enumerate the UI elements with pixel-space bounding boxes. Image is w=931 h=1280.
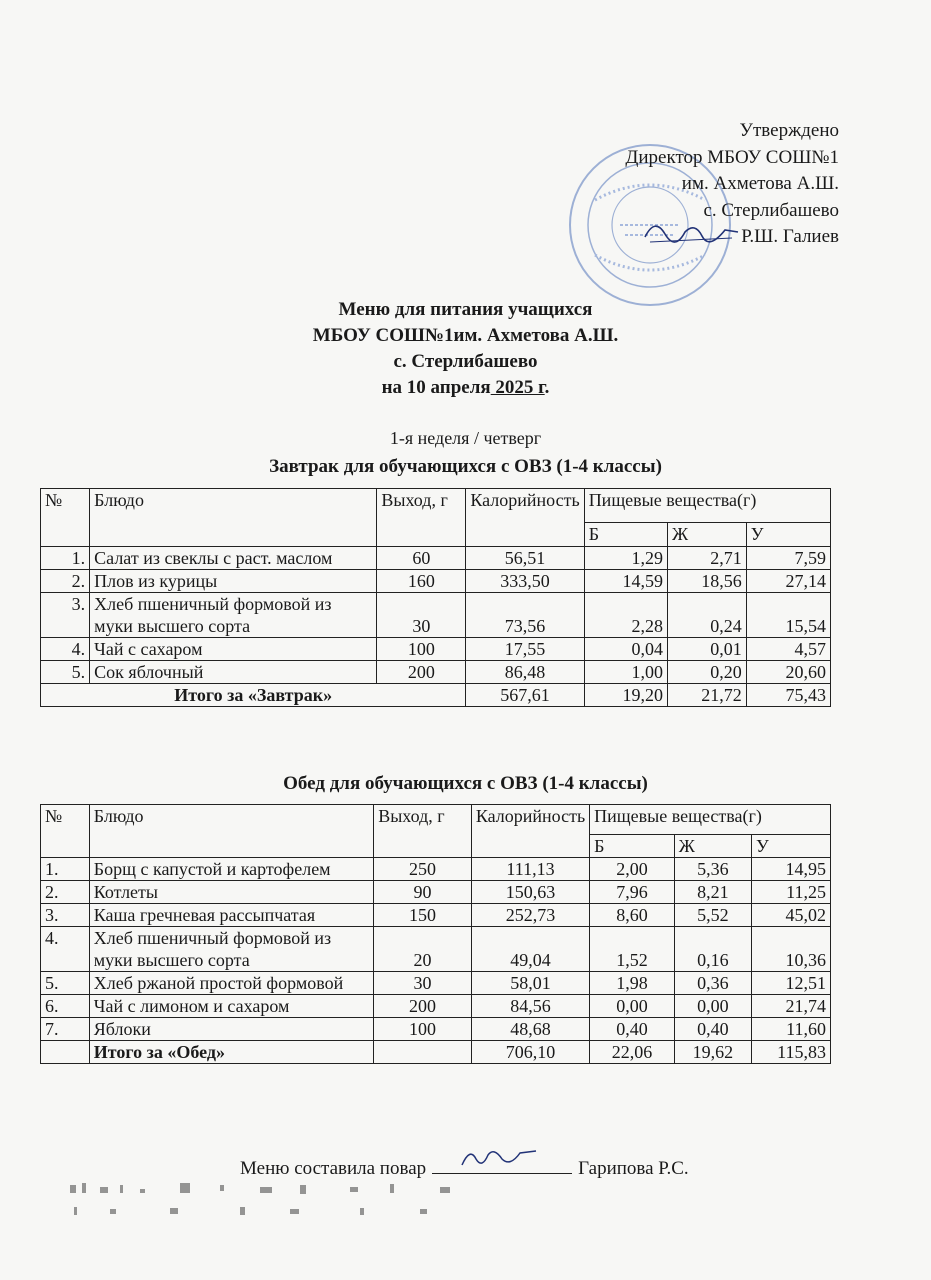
cell-b: 0,40 bbox=[590, 1018, 675, 1041]
total-calories: 706,10 bbox=[471, 1041, 589, 1064]
cell-no: 4. bbox=[41, 638, 90, 661]
lunch-table bbox=[40, 804, 831, 1064]
cell-calories: 49,04 bbox=[471, 927, 589, 972]
scan-noise bbox=[60, 1175, 500, 1225]
cell-u: 14,95 bbox=[752, 858, 831, 881]
total-b: 19,20 bbox=[584, 684, 667, 707]
cell-zh: 0,16 bbox=[674, 927, 751, 972]
cell-output: 30 bbox=[374, 972, 472, 995]
heading-date bbox=[0, 375, 931, 401]
cell-dish: Борщ с капустой и картофелем bbox=[89, 858, 373, 881]
approval-line: Утверждено bbox=[739, 120, 839, 141]
cell-output: 200 bbox=[374, 995, 472, 1018]
cell-no: 5. bbox=[41, 661, 90, 684]
cell-u: 11,25 bbox=[752, 881, 831, 904]
cell-no: 5. bbox=[41, 972, 90, 995]
header-output: Выход, г bbox=[374, 805, 472, 858]
approval-line: им. Ахметова А.Ш. bbox=[681, 173, 839, 194]
cell-calories: 86,48 bbox=[466, 661, 584, 684]
footer-prefix: Меню составила повар bbox=[240, 1158, 427, 1179]
header-zh: Ж bbox=[674, 835, 751, 858]
cell-output: 100 bbox=[374, 1018, 472, 1041]
cell-zh: 8,21 bbox=[674, 881, 751, 904]
cell-zh: 5,52 bbox=[674, 904, 751, 927]
director-signature bbox=[640, 212, 740, 252]
cell-calories: 111,13 bbox=[471, 858, 589, 881]
cell-calories: 73,56 bbox=[466, 593, 584, 638]
cell-calories: 84,56 bbox=[471, 995, 589, 1018]
cell-no: 3. bbox=[41, 904, 90, 927]
header-b: Б bbox=[584, 523, 667, 547]
heading-date-suffix: . bbox=[544, 377, 550, 398]
cell-u: 15,54 bbox=[746, 593, 830, 638]
header-dish: Блюдо bbox=[89, 805, 373, 858]
cell-output: 160 bbox=[377, 570, 466, 593]
cell-zh: 0,36 bbox=[674, 972, 751, 995]
cell-output: 20 bbox=[374, 927, 472, 972]
cell-u: 27,14 bbox=[746, 570, 830, 593]
cell-dish: Котлеты bbox=[89, 881, 373, 904]
cell-u: 7,59 bbox=[746, 547, 830, 570]
cell-calories: 252,73 bbox=[471, 904, 589, 927]
cell-output: 90 bbox=[374, 881, 472, 904]
cell-dish: Плов из курицы bbox=[90, 570, 377, 593]
approval-line: с. Стерлибашево bbox=[703, 199, 839, 221]
heading-line: с. Стерлибашево bbox=[393, 351, 538, 372]
cell-output: 250 bbox=[374, 858, 472, 881]
total-row bbox=[41, 1041, 831, 1064]
cell-no: 4. bbox=[41, 927, 90, 972]
cell-no: 2. bbox=[41, 881, 90, 904]
cook-signature bbox=[432, 1145, 572, 1171]
cell-dish: Чай с лимоном и сахаром bbox=[89, 995, 373, 1018]
header-no: № bbox=[41, 805, 90, 858]
cell-b: 8,60 bbox=[590, 904, 675, 927]
header-calories: Калорийность bbox=[466, 489, 584, 547]
cook-signature-line bbox=[432, 1155, 572, 1174]
cell-b: 2,28 bbox=[584, 593, 667, 638]
cell-zh: 0,01 bbox=[668, 638, 747, 661]
cell-b: 1,98 bbox=[590, 972, 675, 995]
cell-output: 100 bbox=[377, 638, 466, 661]
table-row bbox=[41, 1018, 831, 1041]
cell-no: 1. bbox=[41, 858, 90, 881]
table-row bbox=[41, 570, 831, 593]
cell-zh: 2,71 bbox=[668, 547, 747, 570]
table-row bbox=[41, 972, 831, 995]
cell-b: 0,04 bbox=[584, 638, 667, 661]
cell-b: 14,59 bbox=[584, 570, 667, 593]
cell-calories: 17,55 bbox=[466, 638, 584, 661]
header-zh: Ж bbox=[668, 523, 747, 547]
cell-no: 1. bbox=[41, 547, 90, 570]
cell-output: 60 bbox=[377, 547, 466, 570]
header-nutrients: Пищевые вещества(г) bbox=[590, 805, 831, 835]
total-zh: 19,62 bbox=[674, 1041, 751, 1064]
cell-dish: Хлеб пшеничный формовой из муки высшего сорта bbox=[89, 927, 373, 972]
cell-zh: 5,36 bbox=[674, 858, 751, 881]
total-zh: 21,72 bbox=[668, 684, 747, 707]
cell-u: 12,51 bbox=[752, 972, 831, 995]
total-label: Итого за «Завтрак» bbox=[41, 684, 466, 707]
table-row bbox=[41, 547, 831, 570]
cell-no: 6. bbox=[41, 995, 90, 1018]
header-b: Б bbox=[590, 835, 675, 858]
cell-calories: 58,01 bbox=[471, 972, 589, 995]
header-output: Выход, г bbox=[377, 489, 466, 547]
cell-dish: Яблоки bbox=[89, 1018, 373, 1041]
total-row bbox=[41, 684, 831, 707]
cell-b: 1,52 bbox=[590, 927, 675, 972]
table-row bbox=[41, 661, 831, 684]
total-u: 75,43 bbox=[746, 684, 830, 707]
heading-date-year: 2025 г bbox=[490, 377, 545, 398]
header-nutrients: Пищевые вещества(г) bbox=[584, 489, 830, 523]
cell-no: 2. bbox=[41, 570, 90, 593]
heading-date-prefix: на 10 апреля bbox=[381, 377, 491, 398]
table-row bbox=[41, 593, 831, 638]
menu-heading bbox=[0, 297, 931, 401]
table-row bbox=[41, 858, 831, 881]
total-u: 115,83 bbox=[752, 1041, 831, 1064]
cell-zh: 0,24 bbox=[668, 593, 747, 638]
header-dish: Блюдо bbox=[90, 489, 377, 547]
header-u: У bbox=[746, 523, 830, 547]
total-label: Итого за «Обед» bbox=[89, 1041, 373, 1064]
week-label: 1-я неделя / четверг bbox=[389, 428, 542, 448]
cell-dish: Салат из свеклы с раст. маслом bbox=[90, 547, 377, 570]
approval-line: Директор МБОУ СОШ№1 bbox=[625, 146, 839, 168]
cell-calories: 150,63 bbox=[471, 881, 589, 904]
cell-zh: 18,56 bbox=[668, 570, 747, 593]
table-row bbox=[41, 881, 831, 904]
breakfast-title: Завтрак для обучающихся с ОВЗ (1-4 классы) bbox=[269, 456, 662, 477]
cell-u: 11,60 bbox=[752, 1018, 831, 1041]
approval-line: Р.Ш. Галиев bbox=[741, 226, 839, 247]
cell-u: 45,02 bbox=[752, 904, 831, 927]
cell-u: 4,57 bbox=[746, 638, 830, 661]
header-u: У bbox=[752, 835, 831, 858]
total-empty-cell bbox=[41, 1041, 90, 1064]
cell-b: 1,29 bbox=[584, 547, 667, 570]
cell-dish: Хлеб ржаной простой формовой bbox=[89, 972, 373, 995]
total-empty-cell bbox=[374, 1041, 472, 1064]
heading-line: МБОУ СОШ№1им. Ахметова А.Ш. bbox=[312, 325, 619, 346]
cell-zh: 0,00 bbox=[674, 995, 751, 1018]
table-row bbox=[41, 638, 831, 661]
cell-b: 2,00 bbox=[590, 858, 675, 881]
cell-output: 200 bbox=[377, 661, 466, 684]
cell-calories: 333,50 bbox=[466, 570, 584, 593]
cell-u: 10,36 bbox=[752, 927, 831, 972]
cell-output: 150 bbox=[374, 904, 472, 927]
cell-dish: Чай с сахаром bbox=[90, 638, 377, 661]
cell-dish: Сок яблочный bbox=[90, 661, 377, 684]
lunch-title: Обед для обучающихся с ОВЗ (1-4 классы) bbox=[283, 773, 648, 794]
cell-b: 1,00 bbox=[584, 661, 667, 684]
total-calories: 567,61 bbox=[466, 684, 584, 707]
table-row bbox=[41, 904, 831, 927]
table-row bbox=[41, 995, 831, 1018]
cell-zh: 0,20 bbox=[668, 661, 747, 684]
cell-b: 7,96 bbox=[590, 881, 675, 904]
cell-no: 3. bbox=[41, 593, 90, 638]
cell-calories: 48,68 bbox=[471, 1018, 589, 1041]
cell-dish: Каша гречневая рассыпчатая bbox=[89, 904, 373, 927]
header-calories: Калорийность bbox=[471, 805, 589, 858]
cell-calories: 56,51 bbox=[466, 547, 584, 570]
cell-no: 7. bbox=[41, 1018, 90, 1041]
cell-output: 30 bbox=[377, 593, 466, 638]
total-b: 22,06 bbox=[590, 1041, 675, 1064]
heading-line: Меню для питания учащихся bbox=[338, 299, 593, 320]
cell-zh: 0,40 bbox=[674, 1018, 751, 1041]
header-no: № bbox=[41, 489, 90, 547]
breakfast-table bbox=[40, 488, 831, 707]
cell-dish: Хлеб пшеничный формовой из муки высшего сорта bbox=[90, 593, 377, 638]
table-row bbox=[41, 927, 831, 972]
footer-name: Гарипова Р.С. bbox=[578, 1158, 689, 1179]
cell-u: 20,60 bbox=[746, 661, 830, 684]
cell-b: 0,00 bbox=[590, 995, 675, 1018]
cell-u: 21,74 bbox=[752, 995, 831, 1018]
